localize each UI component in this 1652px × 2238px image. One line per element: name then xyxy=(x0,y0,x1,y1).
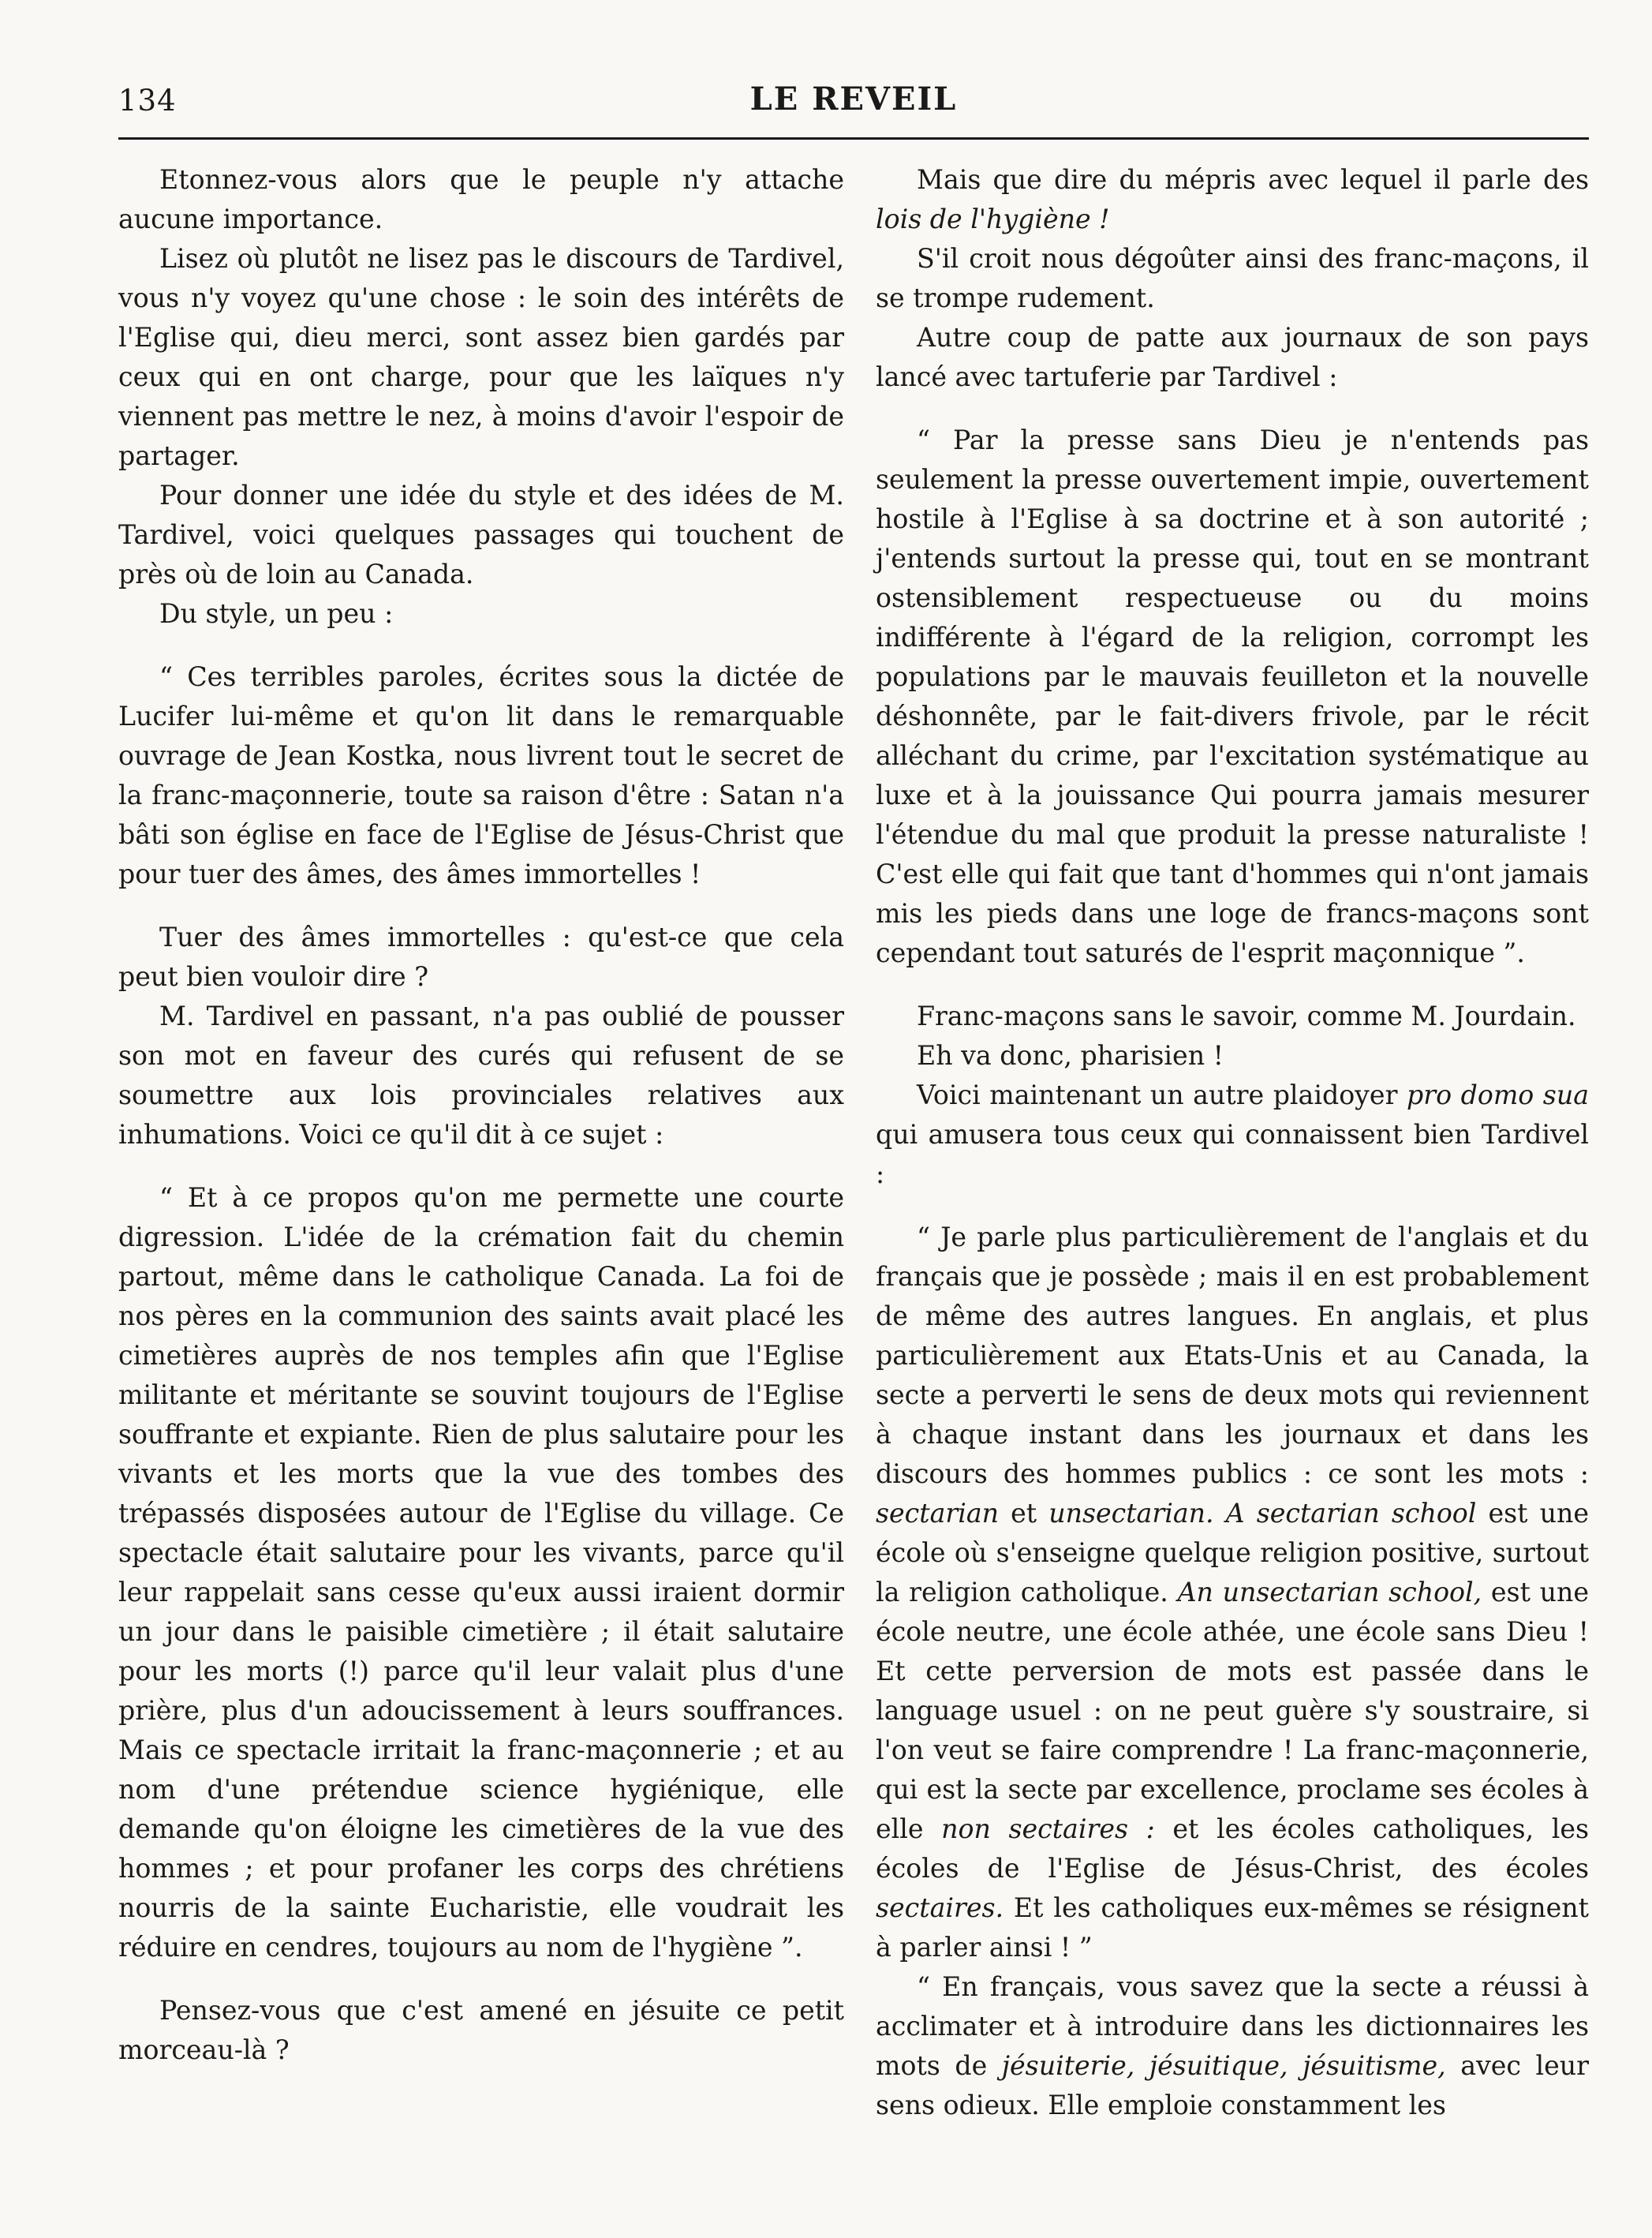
text-run: Et les catholiques eux-mêmes se résignent à parler ainsi ! ” xyxy=(876,1892,1589,1963)
paragraph: Pour donner une idée du style et des idées de M. Tardivel, voici quelques passages qui touchent de près où de loin au Canada. xyxy=(118,480,844,589)
quotation xyxy=(876,1218,1589,1967)
right-column xyxy=(876,160,1589,2125)
text-run: et les écoles catholiques, les écoles de l'Eglise de Jésus-Christ, des écoles xyxy=(876,1813,1590,1884)
paragraph: M. Tardivel en passant, n'a pas oublié de pousser son mot en faveur des curés qui refusent de se soumettre aux lois provinciales relatives aux inhumations. Voici ce qu'il dit à ce sujet : xyxy=(118,1001,844,1150)
quotation: “ Et à ce propos qu'on me permette une courte digression. L'idée de la crémation fait du chemin partout, même dans le catholique Canada. La foi de nos pères en la communion des saints avait placé les cimetières auprès de nos temples afin que l'Eglise militante et méritante se souvint toujours de l'Eglise souffrante et expiante. Rien de plus salutaire pour les vivants et les morts que la vue des tombes des trépassés disposées autour de l'Eglise du village. Ce spectacle était salutaire pour les vivants, parce qu'il leur rappelait sans cesse qu'eux aussi iraient dormir un jour dans le paisible cimetière ; il était salutaire pour les morts (!) parce qu'il leur valait plus d'une prière, plus d'un adoucissement à leurs souffrances. Mais ce spectacle irritait la franc-maçonnerie ; et au nom d'une prétendue science hygiénique, elle demande qu'on éloigne les cimetières de la vue des hommes ; et pour profaner les corps des chrétiens nourris de la sainte Eucharistie, elle voudrait les réduire en cendres, toujours au nom de l'hygiène ”. xyxy=(118,1182,844,1963)
paragraph: Eh va donc, pharisien ! xyxy=(917,1040,1224,1071)
italic-run: pro domo sua xyxy=(1406,1080,1589,1110)
quotation: “ Ces terribles paroles, écrites sous la dictée de Lucifer lui-même et qu'on lit dans le remarquable ouvrage de Jean Kostka, nous livrent tout le secret de la franc-maçonnerie, toute sa raison d'être : Satan n'a bâti son église en face de l'Eglise de Jésus-Christ que pour tuer des âmes, des âmes immortelles ! xyxy=(118,661,844,889)
running-title: LE REVEIL xyxy=(749,80,958,118)
paragraph: Pensez-vous que c'est amené en jésuite ce petit morceau-là ? xyxy=(118,1995,844,2065)
italic-run: An unsectarian school, xyxy=(1177,1577,1482,1607)
italic-run: sectarian xyxy=(876,1498,1000,1529)
text-run: est une école où s'enseigne quelque religion positive, surtout la religion catholique. xyxy=(876,1498,1590,1607)
text-run: est une école neutre, une école athée, une école sans Dieu ! Et cette perversion de mots est passée dans le language usuel : on ne peut guère s'y soustraire, si l'on veut se faire comprendre ! La franc-maçonnerie, qui est la secte par excellence, proclame ses écoles à elle xyxy=(876,1577,1590,1844)
text-run: et xyxy=(999,1498,1049,1529)
text-run: “ Je parle plus particulièrement de l'anglais et du français que je possède ; mais il en est probablement de même des autres langues. En anglais, et plus particulièrement aux Etats-Unis et au Canada, la secte a perverti le sens de deux mots qui reviennent à chaque instant dans les journaux et dans les discours des hommes publics : ce sont les mots : xyxy=(876,1222,1589,1489)
paragraph: Tuer des âmes immortelles : qu'est-ce que cela peut bien vouloir dire ? xyxy=(118,922,844,992)
paragraph: Franc-maçons sans le savoir, comme M. Jourdain. xyxy=(917,1001,1576,1031)
text-run: Mais que dire du mépris avec lequel il parle des xyxy=(917,164,1589,195)
italic-run: jésuiterie, jésuitique, jésuitisme, xyxy=(1001,2050,1446,2081)
paragraph: S'il croit nous dégoûter ainsi des franc-maçons, il se trompe rudement. xyxy=(876,243,1589,313)
paragraph: Etonnez-vous alors que le peuple n'y attache aucune importance. xyxy=(118,164,844,234)
text-run: Voici maintenant un autre plaidoyer xyxy=(917,1080,1407,1110)
paragraph: Du style, un peu : xyxy=(159,598,394,629)
text-run: “ En français, vous savez que la secte a réussi à acclimater et à introduire dans les dictionnaires les mots de xyxy=(876,1971,1589,2081)
text-run: qui amusera tous ceux qui connaissent bien Tardivel : xyxy=(876,1119,1589,1189)
header-rule xyxy=(118,137,1589,140)
left-column xyxy=(118,160,844,2070)
italic-run: non sectaires : xyxy=(941,1813,1155,1844)
italic-run: unsectarian. A sectarian school xyxy=(1048,1498,1477,1529)
paragraph xyxy=(876,160,1589,239)
page-header xyxy=(118,73,1589,136)
paragraph xyxy=(876,1076,1589,1194)
paragraph: Autre coup de patte aux journaux de son pays lancé avec tartuferie par Tardivel : xyxy=(876,322,1589,392)
quotation xyxy=(876,1967,1589,2125)
text-run: avec leur sens odieux. Elle emploie constamment les xyxy=(876,2050,1589,2120)
quotation: “ Par la presse sans Dieu je n'entends pas seulement la presse ouvertement impie, ouvertement hostile à l'Eglise à sa doctrine et à son autorité ; j'entends surtout la presse qui, tout en se montrant ostensiblement respectueuse ou du moins indifférente à l'égard de la religion, corrompt les populations par le mauvais feuilleton et la nouvelle déshonnête, par le fait-divers frivole, par le récit alléchant du crime, par l'excitation systématique au luxe et à la jouissance Qui pourra jamais mesurer l'étendue du mal que produit la presse naturaliste ! C'est elle qui fait que tant d'hommes qui n'ont jamais mis les pieds dans une loge de francs-maçons sont cependant tout saturés de l'esprit maçonnique ”. xyxy=(876,425,1589,968)
paragraph: Lisez où plutôt ne lisez pas le discours de Tardivel, vous n'y voyez qu'une chose : le soin des intérêts de l'Eglise qui, dieu merci, sont assez bien gardés par ceux qui en ont charge, pour que les laïques n'y viennent pas mettre le nez, à moins d'avoir l'espoir de partager. xyxy=(118,243,844,471)
italic-run: lois de l'hygiène ! xyxy=(876,204,1110,234)
page-number: 134 xyxy=(118,84,177,118)
italic-run: sectaires. xyxy=(876,1892,1004,1923)
